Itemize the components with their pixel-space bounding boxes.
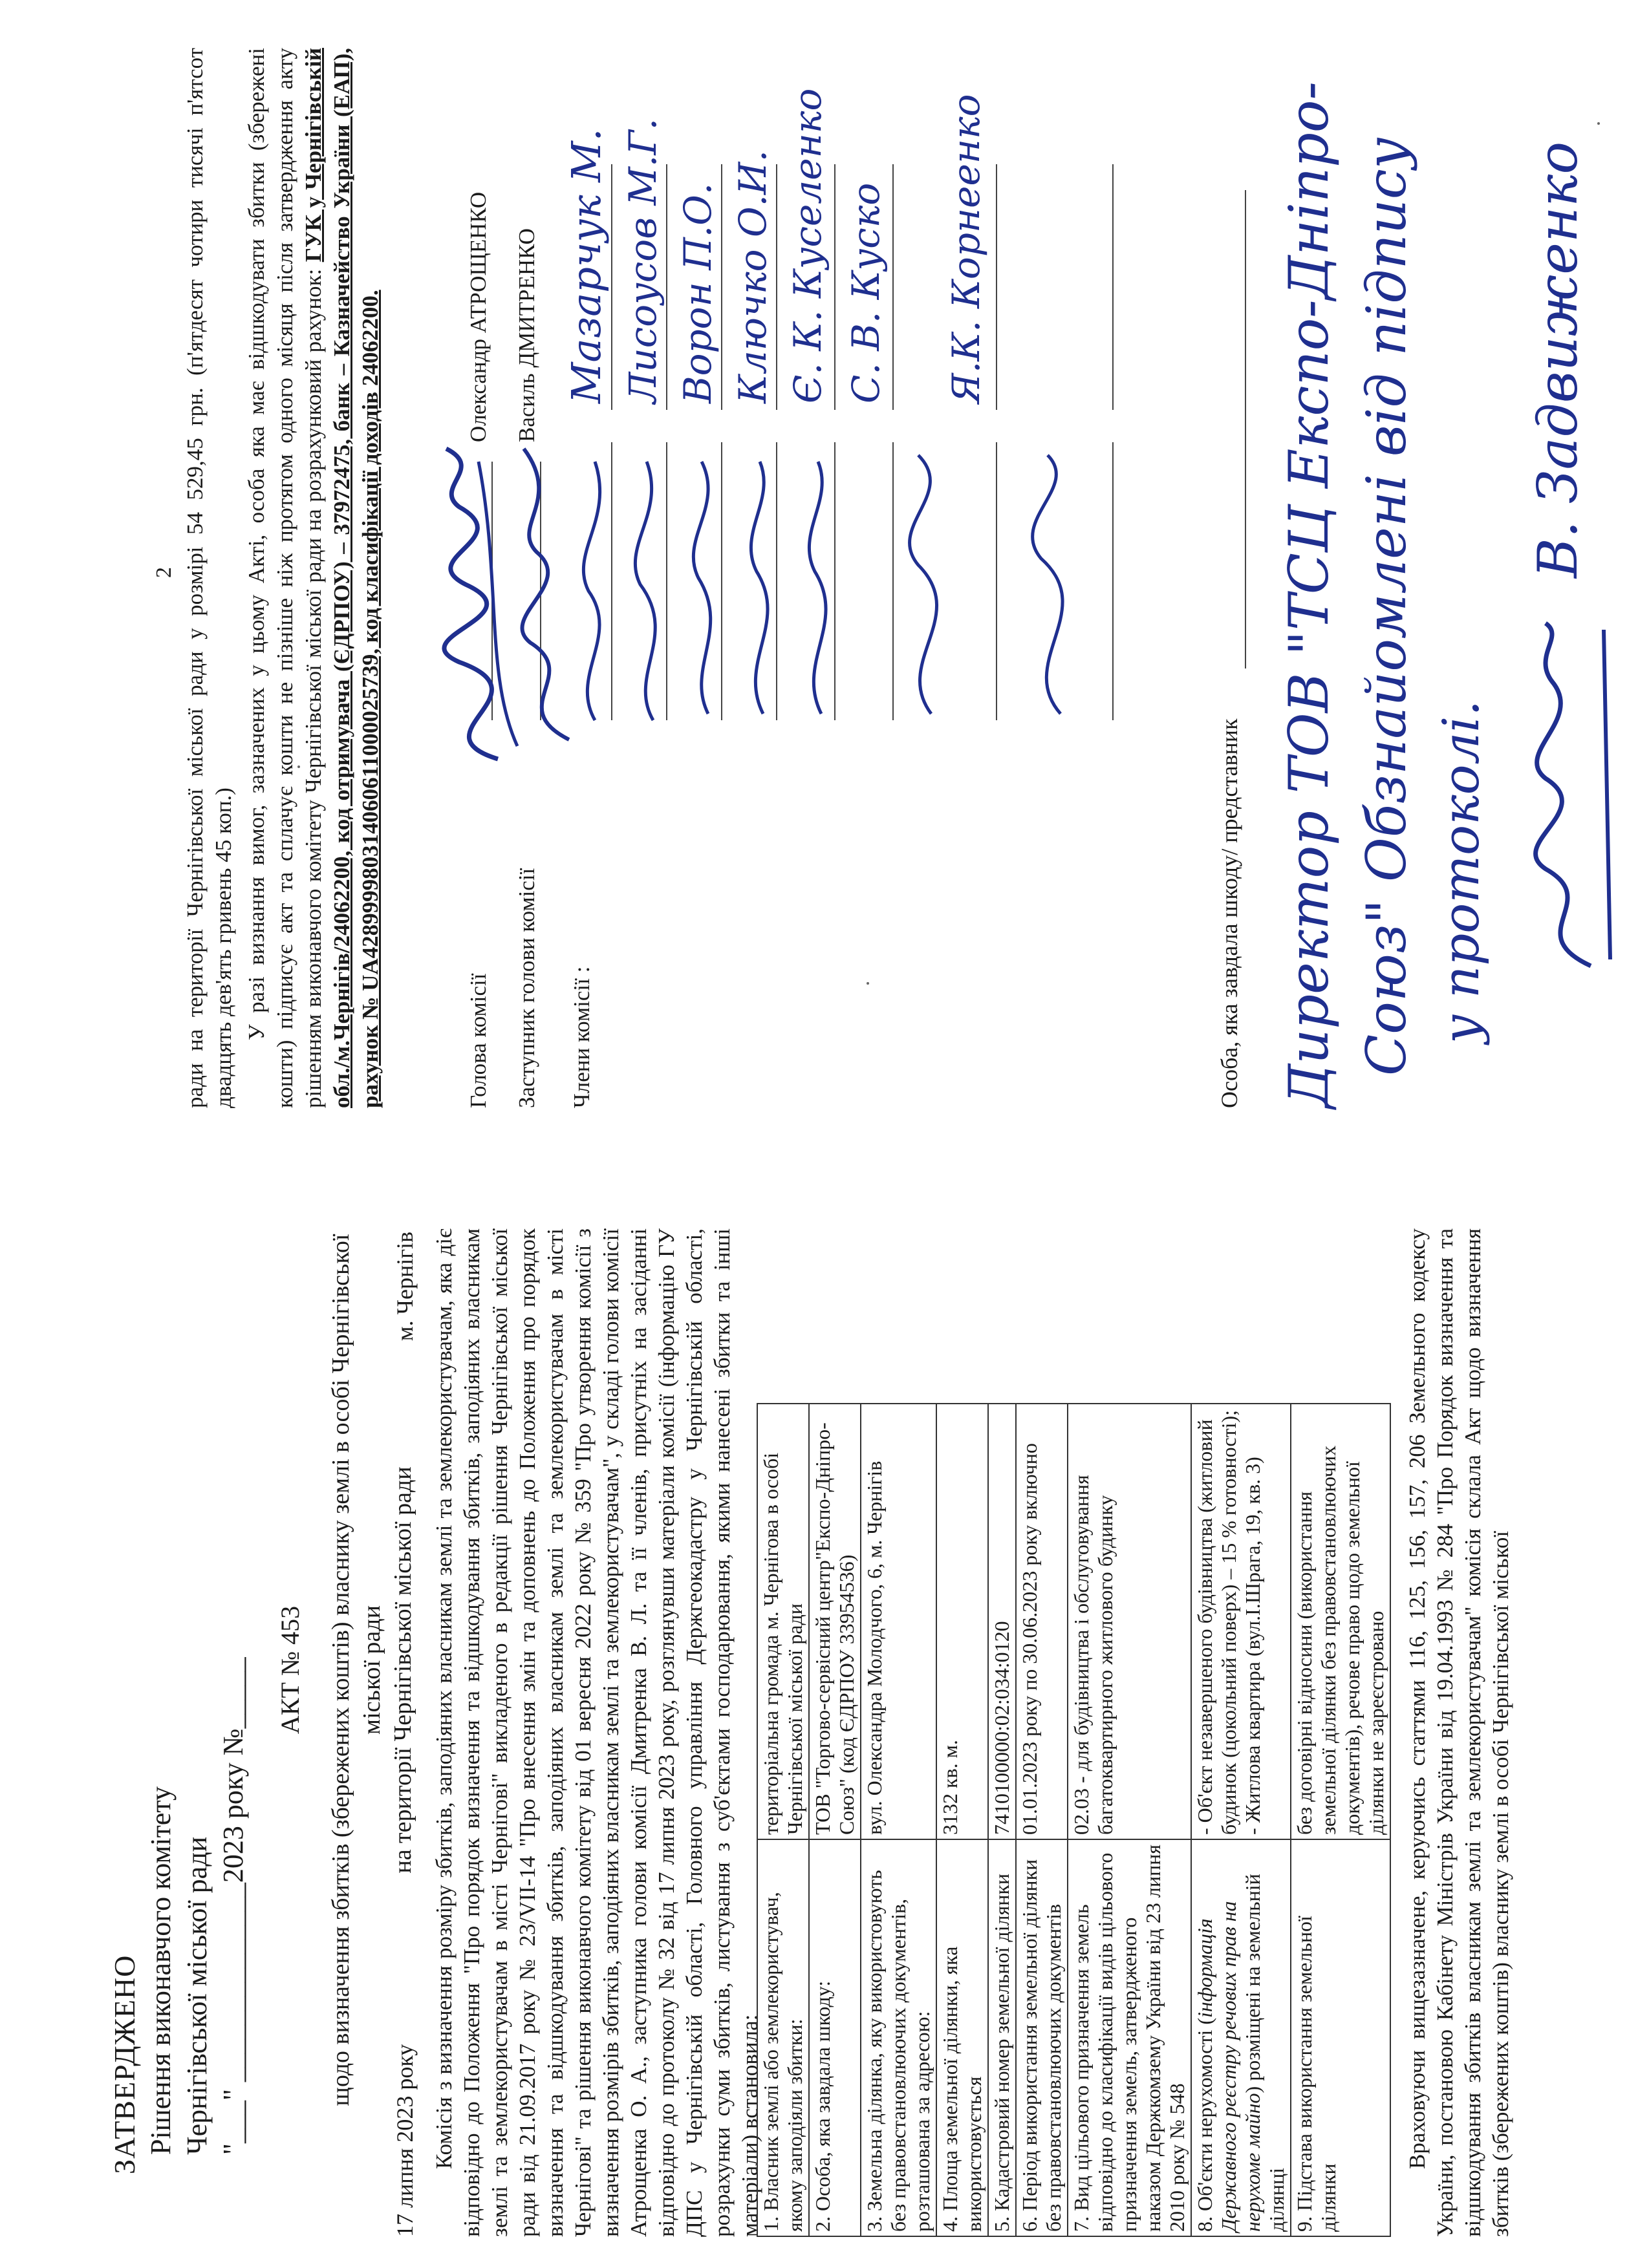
deputy-label: Заступник голови комісії [514,868,539,1108]
member-name-line [721,164,722,410]
row-value: без договірні відносини (використання земельної ділянки без правовстановлюючих документів), речове право щодо земельної ділянки не зареєстровано [1291,1404,1390,1839]
party-label: Особа, яка завдала шкоду/ представник [1216,718,1242,1108]
table-row [861,1404,936,2236]
page-number: 2 [152,567,176,578]
details-table [757,1403,1391,2237]
head-label: Голова комісії [466,973,491,1108]
table-row [1016,1404,1068,2236]
act-subject-line-1: щодо визначення збитків (збережених коштів) власнику землі в особі Чернігівської міської ради [327,1234,385,2106]
act-number: АКТ № 453 [275,1605,305,1735]
members-label: Члени комісії : [569,966,594,1108]
act-subject-line-2: на території Чернігівської міської ради [389,1466,416,1874]
closing-paragraph: Враховуючи вищезазначене, керуючись статтями 116, 125, 156, 157, 206 Земельного кодексу України, постановою Кабінету Міністрів України від 19.04.1993 № 284 "Про Порядок визначення та відшкодування збитків власникам землі та землекористувачам" комісія склала Акт щодо визначення збитків (збережених коштів) власнику землі в особі Чернігівської міської [1405,1228,1513,2237]
row-value: 01.01.2023 року по 30.06.2023 року включно [1016,1404,1068,1839]
member-name-handwritten: С. В. Куско [844,182,888,403]
party-note-line-3: у протоколі. [1432,700,1491,1043]
member-name-handwritten: Я.К. Корнеенко [944,94,988,403]
member-name-handwritten: Ключко О.И. [731,150,775,403]
party-signer-name: В. Задвиженко [1526,141,1590,578]
intro-paragraph: Комісія з визначення розміру збитків, заподіяних власникам землі та землекористувачам, яка діє відповідно до Положення "Про порядок визначення та відшкодування збитків, заподіяних власникам землі та землекористувачам в місті Чернігові" викладеного в редакції рішення Чернігівської міської ради від 21.09.2017 року № 23/VII-14 "Про внесення змін та доповнень до Положення про порядок визначення та відшкодування збитків, заподіяних власникам землі та землекористувачам в місті Чернігові" та рішення виконавчого комітету від 01 вересня 2022 року № 359 "Про утворення комісії з визначення розмірів збитків, заподіяних власникам землі та землекористувачам", у складі голови комісії Атрощенка О. А., заступника голови комісії Дмитренка В. Л. та її членів, присутніх на засіданні відповідно до протоколу № 32 від 17 липня 2023 року, розглянувши матеріали комісії (інформацію ГУ ДПС у Чернігівській області, Головного управління Держгеокадастру у Чернігівській області, розрахунки суми збитків, листування з суб'єктами господарювання, якими нанесені збитки та інші матеріали) встановила: [431,1228,762,2237]
row-value: вул. Олександра Молодчого, 6, м. Чернігів [861,1404,936,1839]
row-label: 4. Площа земельної ділянки, яка використовується [936,1839,988,2236]
payment-text: У разі визнання вимог, зазначених у цьому Акті, особа яка має відшкодувати збитки (збережені кошти) підписує акт та сплачує кошти не пізніше ніж протягом одного місяця після затвердження акту рішенням виконавчого комітету Чернігівської міської ради на розрахунковий рахунок: [244,48,326,1108]
row-value: - Об'єкт незавершеного будівництва (житловий будинок (цокольний поверх) – 15 % готовності); - Житлова квартира (вул.І.Шрага, 19, кв. 3) [1191,1404,1291,1839]
party-signature-line [1245,190,1246,669]
row-label-prefix: 8. Об'єкти нерухомості ( [1193,2018,1216,2232]
member-name-line [776,164,777,410]
approval-stamp [107,1657,252,2174]
member-name-handwritten: Є. К. Куселенко [786,88,830,403]
member-name-handwritten: Мазарчук М. [563,128,610,403]
row-label: 2. Особа, яка завдала шкоду: [809,1839,861,2236]
scan-speck [1597,122,1600,125]
row-value: територіальна громада м. Чернігова в особі Чернігівської міської ради [757,1404,809,1839]
payment-paragraph [242,48,385,1108]
member-name-handwritten: Лисоусов М.Г. [621,118,665,403]
member-name-line [1112,164,1114,410]
row-label: 3. Земельна ділянка, яку використовують без правовстановлюючих документів, розташована за адресою: [861,1839,936,2236]
row-label [1191,1839,1291,2236]
member-name-line [834,164,835,410]
scan-speck [867,982,869,985]
row-value: 3132 кв. м. [936,1404,988,1839]
row-value: ТОВ "Торгово-сервісний центр"Експо-Дніпро-Союз" (код ЄДРПОУ 33954536) [809,1404,861,1839]
row-label: 5. Кадастровий номер земельної ділянки [988,1839,1016,2236]
date-row [391,1232,418,2237]
approval-heading: ЗАТВЕРДЖЕНО [108,1954,141,2174]
member-signatures [569,436,1151,733]
row-value: 02.03 - для будівництва і обслуговування багатоквартирного житлового будинку [1068,1404,1191,1839]
row-label-italic: інформація Державного реєстру речових прав на нерухоме майно [1193,1901,1264,2232]
party-signature [1507,617,1623,979]
table-row [757,1404,809,2236]
member-name-line [892,164,894,410]
table-row [1068,1404,1191,2236]
head-name: Олександр АТРОЩЕНКО [466,191,491,442]
table-row [1191,1404,1291,2236]
amount-paragraph: ради на території Чернігівської міської ради у розмірі 54 529,45 грн. (п'ятдесят чотири тисячі п'ятсот двадцять дев'ять гривень 45 коп.) [182,48,236,1108]
approval-line-2: Чернігівської міської ради [181,1836,213,2155]
table-row [809,1404,861,2236]
member-name-handwritten: Ворон П.О. [676,182,720,403]
payment-account-details: ГУК у Чернігівській обл./м.Чернігів/24062200, код отримувача (ЄДРПОУ) – 37972475, банк – Казначейство України (ЕАП), рахунок № UA428999980314060611000025739, код класифікації доходів 24062200. [301,48,383,1108]
member-name-line [996,164,997,410]
approval-line-1: Рішення виконавчого комітету [145,1786,177,2155]
row-label: 1. Власник землі або землекористувач, якому заподіяли збитки: [757,1839,809,2236]
row-label: 9. Підстава використання земельної ділянки [1291,1839,1390,2236]
party-note-line-2: Союз" Обзнайомлені від підпису [1355,137,1418,1076]
page-one [0,1134,1649,2268]
row-label: 7. Вид цільового призначення земель відповідно до класифікації видів цільового призначення земель, затвердженого наказом Держкомзему України від 23 липня 2010 року № 548 [1068,1839,1191,2236]
deputy-name: Василь ДМИТРЕНКО [514,228,539,442]
member-name-line [666,164,667,410]
party-note-line-1: Директор ТОВ "ТСЦ Експо-Дніпро- [1277,81,1341,1108]
table-row [988,1404,1016,2236]
row-value: 7410100000:02:034:0120 [988,1404,1016,1839]
scan-speck [297,765,300,768]
row-label: 6. Період використання земельної ділянки без правовстановлюючих документів [1016,1839,1068,2236]
member-name-line [611,164,612,410]
approval-line-3: "___" ______________2023 року №_____ [217,1657,249,2155]
table-row [936,1404,988,2236]
row-label-suffix: ) розміщені на земельній ділянці [1241,1874,1288,2232]
act-date: 17 липня 2023 року [392,2044,418,2237]
table-row [1291,1404,1390,2236]
act-city: м. Чернігів [392,1232,418,1342]
